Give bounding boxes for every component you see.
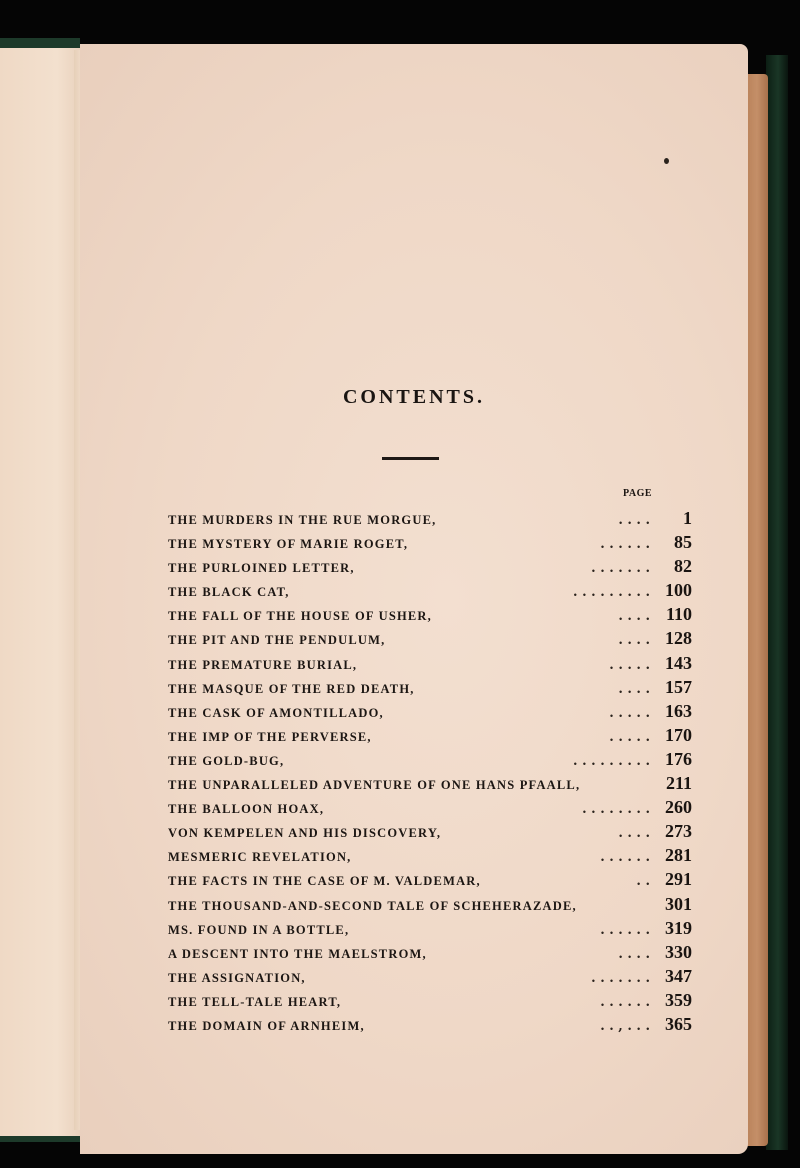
toc-entry: [168, 795, 692, 819]
toc-entry-page: 301: [665, 893, 692, 914]
toc-entry: [168, 964, 692, 988]
toc-entry-page: 211: [665, 773, 692, 794]
dot-leader: . . . . . .: [600, 994, 650, 1010]
toc-entry-title: VON KEMPELEN AND HIS DISCOVERY,: [168, 826, 442, 841]
toc-entry-title: MESMERIC REVELATION,: [168, 850, 352, 865]
dot-leader: . . . .: [618, 609, 650, 625]
toc-entry-title: THE UNPARALLELED ADVENTURE OF ONE HANS PFAALL,: [168, 778, 581, 793]
toc-entry-page: 85: [674, 532, 692, 553]
toc-entry: [168, 940, 692, 964]
toc-entry-page: 260: [665, 797, 692, 818]
toc-entry: [168, 867, 692, 891]
toc-entry: [168, 723, 692, 747]
toc-entry: [168, 506, 692, 530]
toc-entry: [168, 602, 692, 626]
toc-entry-page: 1: [683, 508, 692, 528]
heading-rule: [382, 457, 439, 460]
dot-leader: . . . .: [618, 681, 650, 697]
toc-entry-title: THE FALL OF THE HOUSE OF USHER,: [168, 609, 432, 624]
toc-entry-title: THE THOUSAND-AND-SECOND TALE OF SCHEHERAZADE,: [168, 898, 577, 913]
toc-entry-page: 273: [665, 821, 692, 842]
left-page: [0, 48, 82, 1136]
toc-entry-page: 359: [665, 989, 692, 1010]
dot-leader: . . . . . .: [600, 537, 650, 553]
dot-leader: . . . .: [618, 633, 650, 649]
toc-entry-page: 143: [665, 652, 692, 673]
toc-entry: [168, 819, 692, 843]
toc-entry-title: THE PREMATURE BURIAL,: [168, 657, 358, 672]
toc-entry-title: THE PURLOINED LETTER,: [168, 561, 355, 576]
toc-entry-page: 100: [665, 580, 692, 601]
toc-entry: [168, 916, 692, 940]
dot-leader: . . . . .: [609, 657, 650, 673]
dot-leader: . . . .: [618, 513, 650, 528]
dot-leader: . . . . . . . . .: [573, 585, 650, 601]
table-of-contents: [168, 506, 692, 1036]
ink-speck: [664, 158, 669, 164]
toc-entry-title: THE MYSTERY OF MARIE ROGET,: [168, 537, 409, 552]
toc-entry-title: THE CASK OF AMONTILLADO,: [168, 705, 384, 720]
toc-entry-page: 176: [665, 748, 692, 769]
toc-entry: [168, 843, 692, 867]
dot-leader: . . , . . .: [600, 1018, 650, 1034]
toc-entry-title: THE TELL-TALE HEART,: [168, 994, 342, 1009]
toc-entry: [168, 771, 692, 795]
toc-entry: [168, 578, 692, 602]
toc-entry-page: 330: [665, 941, 692, 962]
dot-leader: . . . . . . . . .: [573, 753, 650, 769]
dot-leader: . . . . . . .: [591, 561, 650, 577]
toc-entry: [168, 699, 692, 723]
toc-entry-page: 281: [665, 845, 692, 866]
toc-entry-title: THE BLACK CAT,: [168, 585, 290, 600]
toc-entry-title: THE MURDERS IN THE RUE MORGUE,: [168, 513, 437, 527]
dot-leader: . . . . . .: [600, 850, 650, 866]
toc-entry-title: THE MASQUE OF THE RED DEATH,: [168, 681, 415, 696]
toc-entry-title: THE DOMAIN OF ARNHEIM,: [168, 1018, 365, 1033]
toc-entry-title: THE IMP OF THE PERVERSE,: [168, 729, 372, 744]
toc-entry: [168, 988, 692, 1012]
dot-leader: . . . .: [618, 826, 650, 842]
dot-leader: . . . . . . . .: [582, 802, 650, 818]
toc-entry: [168, 626, 692, 650]
toc-entry: [168, 675, 692, 699]
toc-entry-page: 82: [674, 556, 692, 577]
toc-entry: [168, 554, 692, 578]
toc-entry-page: 170: [665, 724, 692, 745]
toc-entry-title: A DESCENT INTO THE MAELSTROM,: [168, 946, 427, 961]
toc-entry-page: 110: [665, 604, 692, 625]
toc-entry: [168, 530, 692, 554]
dot-leader: . .: [636, 874, 650, 890]
book-cover-right-edge: [766, 55, 788, 1150]
toc-entry-page: 163: [665, 700, 692, 721]
toc-entry-page: 365: [665, 1013, 692, 1034]
dot-leader: . . . .: [618, 946, 650, 962]
toc-entry: [168, 747, 692, 771]
page-column-label: PAGE: [623, 488, 653, 499]
dot-leader: . . . . . . .: [591, 970, 650, 986]
toc-entry-title: MS. FOUND IN A BOTTLE,: [168, 922, 350, 937]
toc-entry-page: 291: [665, 869, 692, 890]
contents-heading: CONTENTS.: [342, 386, 486, 408]
dot-leader: . . . . .: [609, 705, 650, 721]
toc-entry-page: 347: [665, 965, 692, 986]
toc-entry-title: THE GOLD-BUG,: [168, 753, 285, 768]
toc-entry-page: 319: [665, 917, 692, 938]
toc-entry-title: THE BALLOON HOAX,: [168, 802, 325, 817]
toc-entry-page: 157: [665, 676, 692, 697]
toc-entry: [168, 892, 692, 916]
toc-entry-title: THE FACTS IN THE CASE OF M. VALDEMAR,: [168, 874, 481, 889]
page-block-edge: [746, 74, 768, 1146]
right-page: [80, 44, 748, 1154]
toc-entry-title: THE PIT AND THE PENDULUM,: [168, 633, 386, 648]
dot-leader: . . . . .: [609, 729, 650, 745]
toc-entry-title: THE ASSIGNATION,: [168, 970, 306, 985]
dot-leader: . . . . . .: [600, 922, 650, 938]
toc-entry-page: 128: [665, 628, 692, 649]
toc-entry: [168, 1012, 692, 1036]
toc-entry: [168, 651, 692, 675]
